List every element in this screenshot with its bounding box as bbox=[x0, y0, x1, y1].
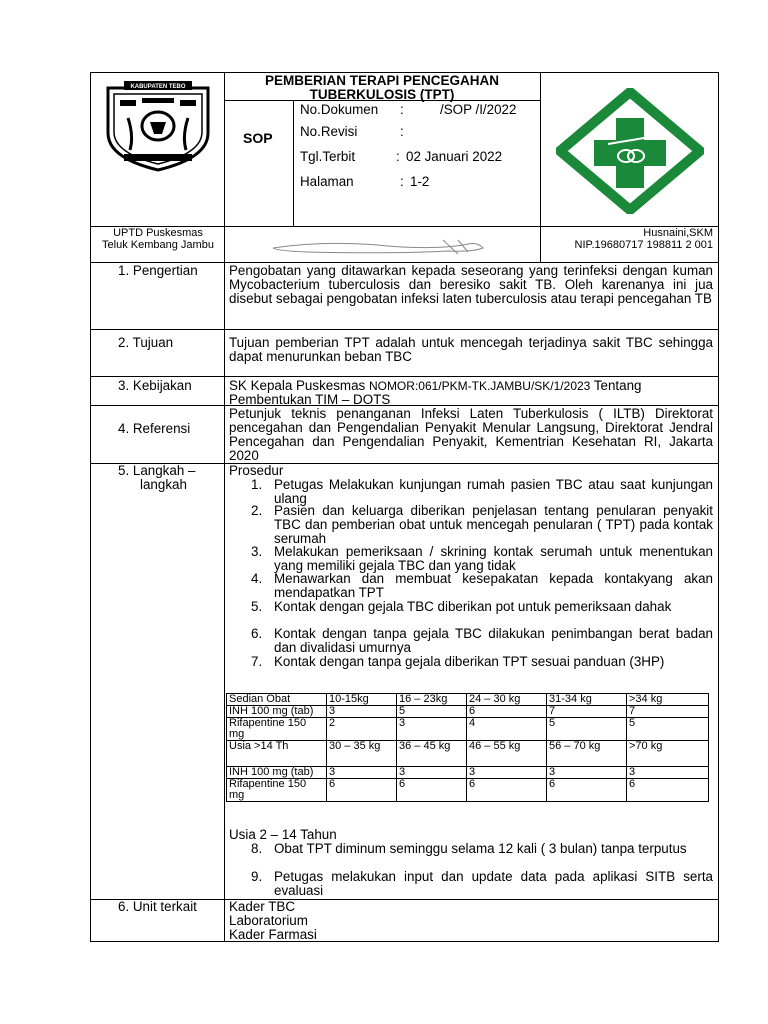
meta-sep: : bbox=[396, 149, 400, 164]
text-tujuan: Tujuan pemberian TPT adalah untuk mencegah terjadinya sakit TBC sehingga dapat menurunkan beban TBC bbox=[229, 335, 713, 364]
meta-value: 02 Januari 2022 bbox=[406, 149, 503, 164]
label-unit: 6. Unit terkait bbox=[118, 899, 197, 914]
list-item: Laboratorium bbox=[229, 913, 308, 928]
list-item: 8. Obat TPT diminum seminggu selama 12 kali ( 3 bulan) tanpa terputus bbox=[251, 841, 687, 856]
list-item: Kader TBC bbox=[229, 899, 295, 914]
table-row: INH 100 mg (tab) 3 5 6 7 7 bbox=[227, 706, 709, 718]
meta-row-revisi bbox=[300, 125, 536, 150]
dosage-table bbox=[226, 693, 709, 802]
meta-label: Tgl.Terbit bbox=[300, 149, 356, 164]
meta-value: 1-2 bbox=[410, 174, 430, 189]
left-logo bbox=[100, 78, 216, 172]
meta-label: No.Dokumen bbox=[300, 102, 379, 117]
list-item: 7. Kontak dengan tanpa gejala diberikan TPT sesuai panduan (3HP) bbox=[251, 654, 665, 669]
table-row: Rifapentine 150 mg 2 3 4 5 5 bbox=[227, 718, 709, 741]
sop-label: SOP bbox=[243, 130, 273, 146]
head-signatory bbox=[541, 228, 713, 251]
meta-sep: : bbox=[400, 174, 404, 189]
list-item: 2. Pasien dan keluarga diberikan penjelasan tentang penularan penyakit TBC dan pemberian obat untuk mencegah penularan ( TPT) pada kontak serumah bbox=[251, 503, 713, 546]
head-nip: NIP.19680717 198811 2 001 bbox=[574, 238, 713, 251]
left-logo-text: KABUPATEN TEBO bbox=[130, 84, 186, 90]
list-item: 6. Kontak dengan tanpa gejala TBC dilakukan penimbangan berat badan dan divalidasi umurnya bbox=[251, 626, 713, 655]
unit-list bbox=[229, 900, 317, 942]
table-row: Usia >14 Th 30 – 35 kg 36 – 45 kg 46 – 55 kg 56 – 70 kg >70 kg bbox=[227, 741, 709, 767]
text-kebijakan bbox=[229, 379, 713, 407]
table-row: INH 100 mg (tab) 3 3 3 3 3 bbox=[227, 767, 709, 779]
puskesmas-logo-icon bbox=[556, 88, 704, 214]
doc-meta bbox=[300, 103, 536, 197]
meta-row-dokumen bbox=[300, 103, 536, 125]
kebijakan-c: Tentang Pembentukan TIM – DOTS bbox=[229, 378, 642, 407]
signature bbox=[268, 236, 498, 258]
table-row: Sedian Obat 10-15kg 16 – 23kg 24 – 30 kg 31-34 kg >34 kg bbox=[227, 694, 709, 706]
prosedur-title: Prosedur bbox=[229, 463, 284, 478]
list-item: 1. Petugas Melakukan kunjungan rumah pasien TBC atau saat kunjungan ulang bbox=[251, 477, 713, 506]
meta-sep: : bbox=[400, 124, 404, 139]
text-referensi: Petunjuk teknis penanganan Infeksi Laten Tuberkulosis ( ILTB) Direktorat pencegahan dan Pengendalian Penyakit Menular Langsung, Direktorat Jendral Pencegahan dan Pengendalian Penyakit, Kementrian Kesehatan RI, Jakarta 2020 bbox=[229, 406, 713, 463]
text-pengertian: Pengobatan yang ditawarkan kepada seseorang yang terinfeksi dengan kuman Mycobacterium tuberculosis dan beresiko sakit TB. Oleh karenanya ini jua disebut sebagai pengobatan infeksi laten tuberculosis atau terapi pencegahan TB bbox=[229, 263, 713, 306]
label-langkah-a: 5. Langkah – bbox=[118, 463, 196, 478]
meta-sep: : bbox=[400, 102, 404, 117]
label-langkah-b: langkah bbox=[140, 477, 187, 492]
label-langkah bbox=[118, 464, 195, 492]
steps-list bbox=[229, 478, 713, 683]
usia-note: Usia 2 – 14 Tahun bbox=[229, 827, 337, 842]
meta-label: Halaman bbox=[300, 174, 354, 189]
kebijakan-nomor: NOMOR:061/PKM-TK.JAMBU/SK/1/2023 bbox=[368, 379, 591, 393]
list-item: 4. Menawarkan dan membuat kesepakatan kepada kontakyang akan mendapatkan TPT bbox=[251, 571, 713, 600]
kebijakan-a: SK Kepala Puskesmas bbox=[229, 378, 369, 393]
page-title: PEMBERIAN TERAPI PENCEGAHAN TUBERKULOSIS (TPT) bbox=[264, 73, 500, 102]
list-item: Kader Farmasi bbox=[229, 927, 317, 942]
label-pengertian: 1. Pengertian bbox=[118, 263, 198, 278]
list-item: 9. Petugas melakukan input dan update data pada aplikasi SITB serta evaluasi bbox=[251, 869, 713, 898]
meta-value: /SOP /I/2022 bbox=[440, 102, 517, 117]
list-item: 3. Melakukan pemeriksaan / skrining kontak serumah untuk menentukan yang memiliki gejala TBC dan yang tidak bbox=[251, 544, 713, 573]
label-referensi: 4. Referensi bbox=[118, 421, 191, 436]
meta-row-halaman bbox=[300, 175, 536, 197]
steps-continued bbox=[229, 828, 713, 898]
label-kebijakan: 3. Kebijakan bbox=[118, 378, 192, 393]
org-name: UPTD Puskesmas Teluk Kembang Jambu bbox=[102, 227, 214, 251]
meta-row-terbit bbox=[300, 150, 536, 175]
head-name: Husnaini,SKM bbox=[643, 227, 713, 239]
list-item: 5. Kontak dengan gejala TBC diberikan pot untuk pemeriksaan dahak bbox=[251, 599, 672, 614]
table-row: Rifapentine 150 mg 6 6 6 6 6 bbox=[227, 779, 709, 802]
label-tujuan: 2. Tujuan bbox=[118, 335, 174, 350]
meta-label: No.Revisi bbox=[300, 124, 358, 139]
prosedur-block bbox=[229, 464, 713, 683]
steps-list-2 bbox=[229, 842, 713, 898]
